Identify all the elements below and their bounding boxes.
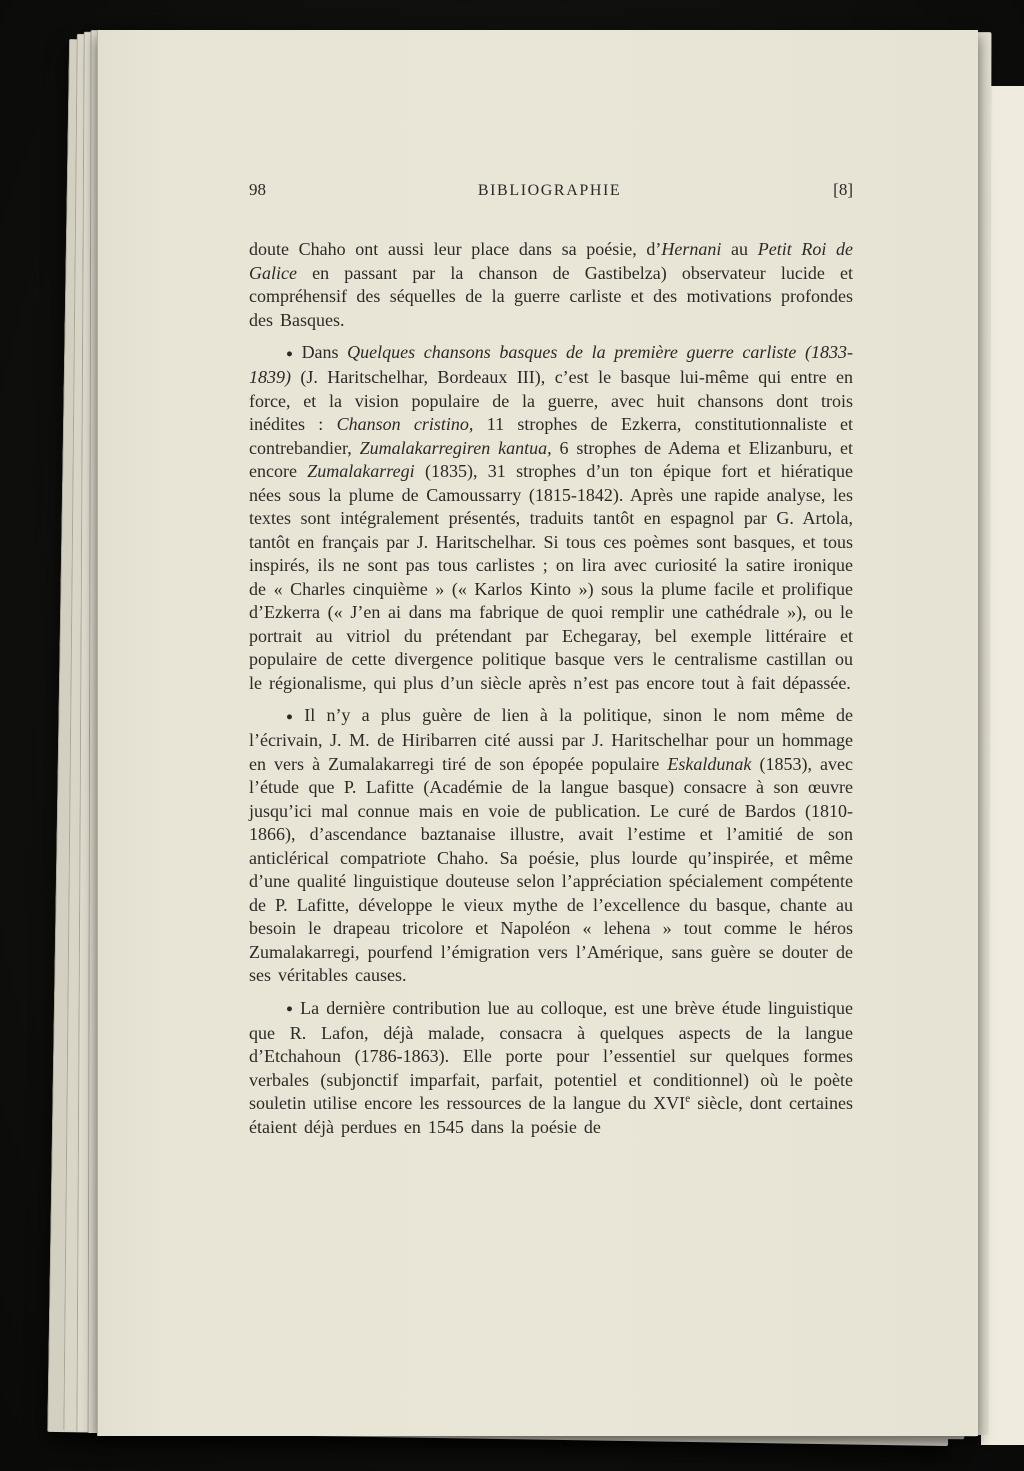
text-run: La dernière contribution lue au colloque, est une brève étude linguistique que R. Lafon, déjà malade, consacra à quelques aspects de la langue d’Etchahoun (1786-1863). Elle porte pour l’essentiel sur quelques formes verbales (subjonctif imparfait, parfait, potentiel et conditionnel) où le poète souletin utilise encore les ressources de la langue du XVI	[249, 997, 853, 1113]
text-run: 6 strophes de Adema et Elizanburu, et encore	[249, 437, 854, 481]
text-run: Chanson cristino,	[336, 414, 474, 434]
bullet-icon: ●	[286, 1003, 294, 1015]
page-content	[249, 180, 853, 1139]
text-run: siècle, dont certaines étaient déjà perdues en 1545 dans la poésie de	[249, 1093, 854, 1137]
text-run: Quelques chansons basques de la première guerre carliste (1833-1839)	[249, 342, 853, 387]
text-run: (J. Haritschelhar, Bordeaux III), c’est le basque lui-même qui entre en force, et la vision populaire de la guerre, avec huit chansons dont trois inédites :	[249, 367, 853, 434]
text-run: Petit Roi de Galice	[249, 239, 854, 283]
text-run: (1835), 31 strophes d’un ton épique fort et hiératique nées sous la plume de Camoussarry (1815-1842). Après une rapide analyse, les textes sont intégralement présentés, traduits tantôt en espagnol par G. Artola, tantôt en français par J. Haritschelhar. Si tous ces poèmes sont basques, et tous inspirés, ils ne sont pas tous carlistes ; on lira avec curiosité la satire ironique de « Charles cinquième » (« Karlos Kinto ») sous la plume facile et prolifique d’Ezkerra (« J’en ai dans ma fabrique de quoi remplir une cathédrale »), ou le portrait au vitriol du prétendant par Echegaray, bel exemple littéraire et populaire de cette divergence politique basque vers le centralisme castillan ou le régionalisme, qui plus d’un siècle après n’est pas encore tout à fait dépassée.	[249, 461, 853, 693]
text-run: doute Chaho ont aussi leur place dans sa poésie, d’	[249, 239, 662, 259]
paragraph	[249, 997, 853, 1140]
text-run: e	[685, 1093, 691, 1105]
text-run: Zumalakarregiren kantua,	[359, 437, 552, 458]
text-run: Eskaldunak	[667, 753, 752, 774]
text-run: (1853), avec l’étude que P. Lafitte (Académie de la langue basque) consacre à son œuvre jusqu’ici mal connue mais en voie de publication. Le curé de Bardos (1810-1866), d’ascendance baztanaise illustre, avait l’estime et l’amitié de son anticlérical compatriote Chaho. Sa poésie, plus lourde qu’inspirée, et même d’une qualité linguistique douteuse selon l’appréciation spécialement compétente de P. Lafitte, développe le vieux mythe de l’excellence du basque, chante au besoin le drapeau tricolore et Napoléon « lehena » tout comme le héros Zumalakarregi, pourfend l’émigration vers l’Amérique, sans guère se douter de ses véritables causes.	[249, 753, 853, 985]
issue-number: [8]	[833, 180, 853, 199]
text-run: Zumalakarregi	[307, 461, 415, 481]
paragraph	[249, 704, 853, 988]
page-header	[249, 180, 853, 200]
paragraph	[249, 341, 853, 695]
page-number: 98	[249, 180, 266, 199]
text-run: 11 strophes de Ezkerra, constitutionnaliste et contrebandier,	[249, 414, 854, 458]
paragraph	[249, 238, 853, 332]
book-page	[97, 30, 978, 1436]
text-block	[249, 238, 853, 1139]
running-title: BIBLIOGRAPHIE	[477, 182, 622, 199]
text-run: au	[721, 239, 758, 259]
text-run: en passant par la chanson de Gastibelza) observateur lucide et compréhensif des séquelles de la guerre carliste et des motivations profondes des Basques.	[249, 262, 853, 330]
text-run: Dans	[301, 342, 348, 362]
bullet-icon: ●	[286, 347, 295, 360]
bullet-icon: ●	[286, 710, 298, 723]
text-run: Il n’y a plus guère de lien à la politique, sinon le nom même de l’écrivain, J. M. de Hiribarren cité aussi par J. Haritschelhar pour un hommage en vers à Zumalakarregi tiré de son épopée populaire	[249, 705, 853, 774]
text-run: Hernani	[661, 239, 722, 259]
